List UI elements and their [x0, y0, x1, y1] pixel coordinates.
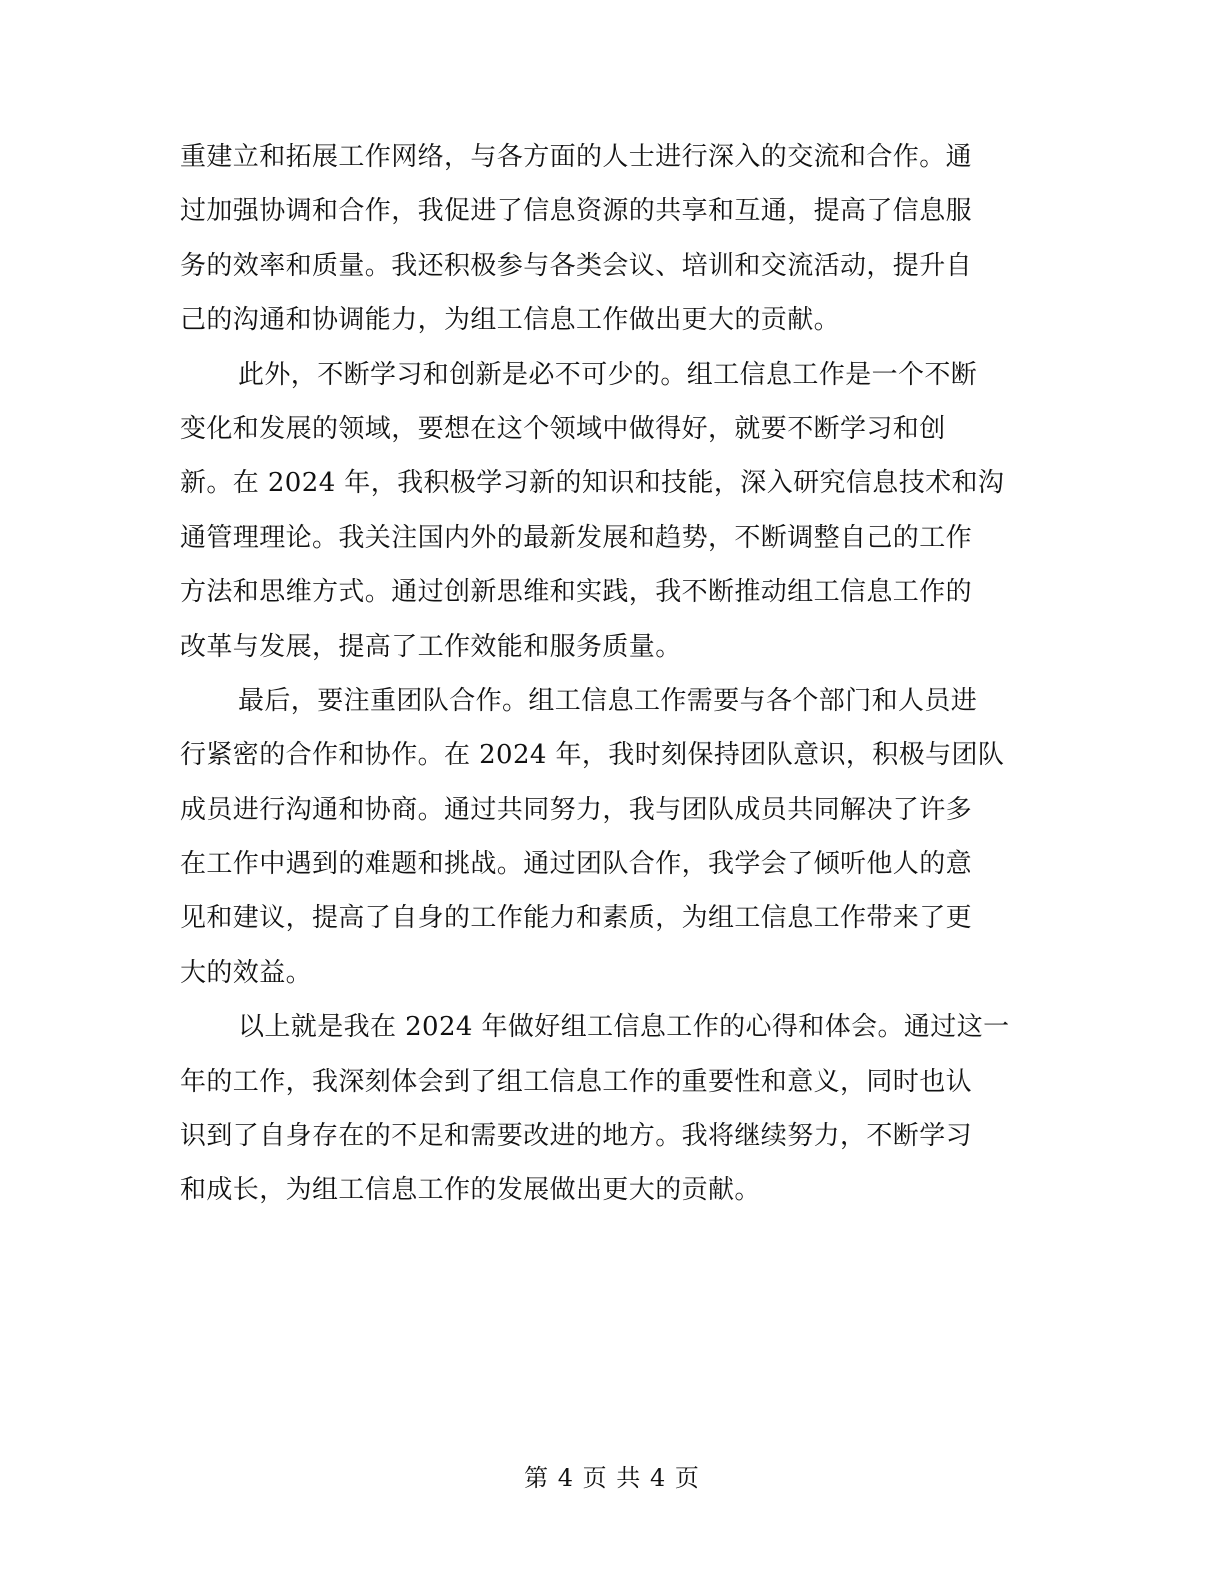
text-line: 变化和发展的领域，要想在这个领域中做得好，就要不断学习和创: [180, 413, 946, 444]
text-line: 大的效益。: [180, 957, 313, 988]
text-line: 最后，要注重团队合作。组工信息工作需要与各个部门和人员进: [238, 685, 978, 716]
text-line: 见和建议，提高了自身的工作能力和素质，为组工信息工作带来了更: [180, 903, 973, 934]
text-line: 以上就是我在 2024 年做好组工信息工作的心得和体会。通过这一: [238, 1012, 1010, 1043]
page-footer: 第 4 页 共 4 页: [524, 1464, 700, 1492]
text-line: 方法和思维方式。通过创新思维和实践，我不断推动组工信息工作的: [180, 577, 973, 608]
document-body: [180, 130, 1040, 1218]
text-line: 新。在 2024 年，我积极学习新的知识和技能，深入研究信息技术和沟: [180, 468, 1005, 499]
text-line: 成员进行沟通和协商。通过共同努力，我与团队成员共同解决了许多: [180, 794, 973, 825]
text-line: 通管理理论。我关注国内外的最新发展和趋势，不断调整自己的工作: [180, 522, 973, 553]
text-line: 行紧密的合作和协作。在 2024 年，我时刻保持团队意识，积极与团队: [180, 740, 1005, 771]
text-line: 改革与发展，提高了工作效能和服务质量。: [180, 631, 682, 662]
text-line: 务的效率和质量。我还积极参与各类会议、培训和交流活动，提升自: [180, 250, 973, 281]
text-line: 年的工作，我深刻体会到了组工信息工作的重要性和意义，同时也认: [180, 1066, 973, 1097]
text-line: 在工作中遇到的难题和挑战。通过团队合作，我学会了倾听他人的意: [180, 849, 973, 880]
text-line: 和成长，为组工信息工作的发展做出更大的贡献。: [180, 1175, 761, 1206]
text-line: 己的沟通和协调能力，为组工信息工作做出更大的贡献。: [180, 305, 841, 336]
text-line: 过加强协调和合作，我促进了信息资源的共享和互通，提高了信息服: [180, 196, 973, 227]
text-line: 此外，不断学习和创新是必不可少的。组工信息工作是一个不断: [238, 359, 978, 390]
text-line: 识到了自身存在的不足和需要改进的地方。我将继续努力，不断学习: [180, 1121, 973, 1152]
text-line: 重建立和拓展工作网络，与各方面的人士进行深入的交流和合作。通: [180, 142, 973, 172]
